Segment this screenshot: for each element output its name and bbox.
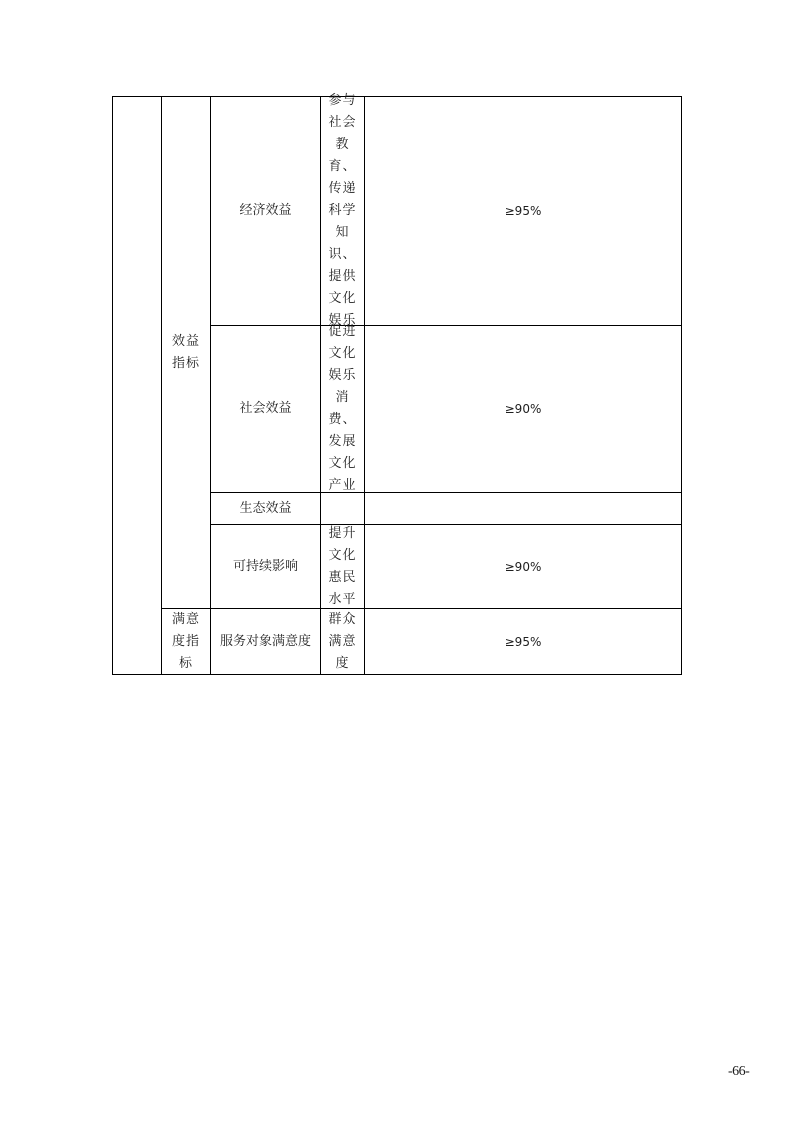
group-label-satisfaction [162, 609, 210, 674]
target-value-text: ≥95% [504, 634, 542, 649]
indicator-cell [321, 93, 364, 328]
page-number: -66- [728, 1064, 750, 1079]
secondary-indicator-text: 服务对象满意度 [219, 633, 311, 649]
target-value-cell [365, 97, 681, 325]
secondary-indicator-cell [211, 493, 320, 524]
indicator-cell [321, 326, 364, 492]
target-value-text: ≥90% [504, 402, 542, 416]
group-label-satisfaction-text: 满意度指标 [171, 611, 200, 671]
secondary-indicator-text: 社会效益 [239, 401, 292, 416]
indicator-text: 提升文化惠民水平 [328, 525, 357, 607]
target-value-text: ≥90% [504, 559, 542, 574]
target-value-text: ≥95% [504, 204, 542, 218]
target-value-cell [365, 609, 681, 674]
table-border-right [681, 96, 682, 675]
indicator-text: 群众满意度 [328, 611, 357, 671]
secondary-indicator-cell [211, 326, 320, 492]
indicator-text: 参与社会教育、传递科学知识、提供文化娱乐 [328, 93, 357, 328]
target-value-cell [365, 525, 681, 608]
secondary-indicator-text: 生态效益 [239, 500, 292, 516]
secondary-indicator-cell [211, 609, 320, 674]
target-value-cell [365, 493, 681, 524]
performance-indicator-table [112, 93, 682, 675]
group-label-benefit [162, 97, 210, 608]
target-value-cell [365, 326, 681, 492]
table-border-left [112, 96, 113, 675]
secondary-indicator-cell [211, 97, 320, 325]
secondary-indicator-text: 经济效益 [239, 203, 292, 218]
indicator-cell [321, 609, 364, 674]
indicator-text: 促进文化娱乐消费、发展文化产业 [328, 324, 357, 493]
indicator-cell [321, 525, 364, 608]
indicator-cell [321, 493, 364, 524]
secondary-indicator-text: 可持续影响 [232, 558, 298, 574]
secondary-indicator-cell [211, 525, 320, 608]
group-label-benefit-text: 效益指标 [171, 333, 200, 371]
